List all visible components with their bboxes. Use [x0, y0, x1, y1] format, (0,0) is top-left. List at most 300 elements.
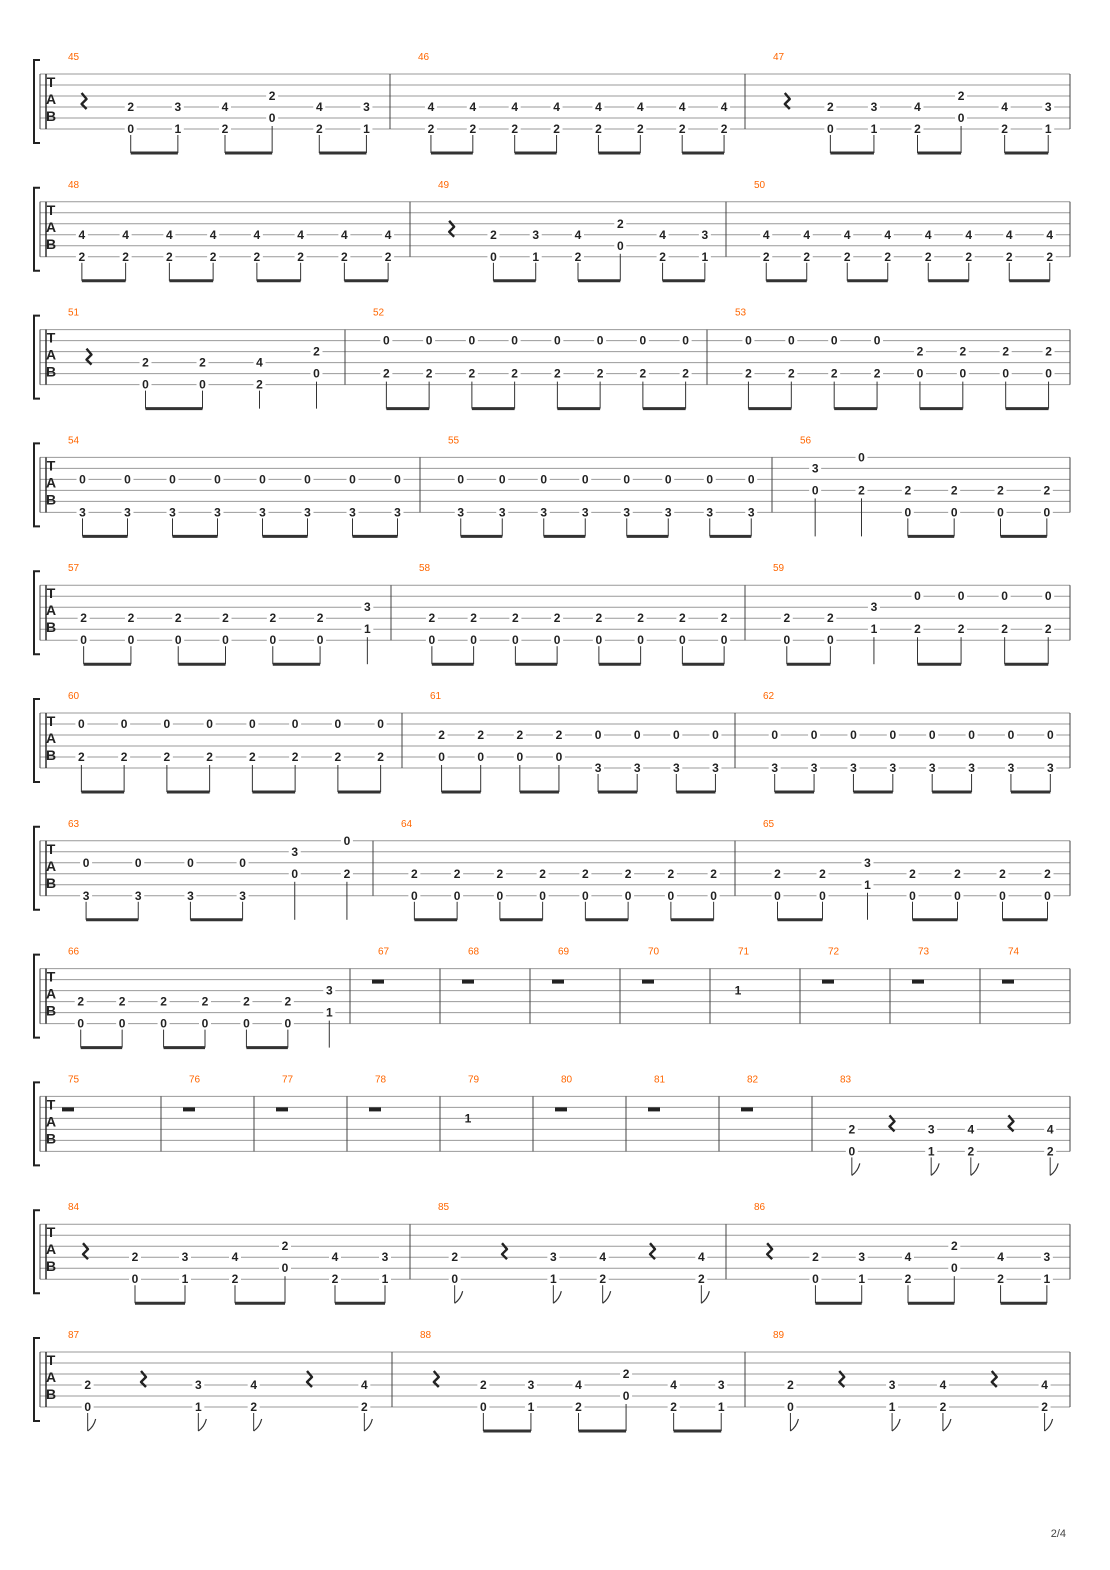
tab-clef-letter: T [46, 201, 56, 218]
fret-number: 2 [830, 366, 838, 381]
fret-number: 0 [201, 1016, 209, 1031]
fret-number: 2 [783, 611, 791, 626]
fret-number: 0 [281, 1261, 289, 1276]
measure-number: 64 [401, 818, 413, 830]
fret-number: 0 [457, 472, 465, 487]
fret-number: 0 [120, 717, 128, 731]
tab-clef-letter: B [45, 1002, 57, 1019]
tab-system [34, 819, 1070, 920]
fret-number: 4 [670, 1378, 677, 1392]
fret-number: 0 [377, 717, 384, 731]
whole-rest-icon [372, 980, 384, 984]
fret-number: 3 [214, 505, 221, 520]
fret-number: 0 [787, 333, 795, 348]
fret-number: 1 [870, 122, 878, 136]
fret-number: 2 [163, 750, 171, 764]
fret-number: 2 [222, 611, 229, 626]
measure [276, 1074, 294, 1111]
fret-number: 2 [554, 366, 561, 381]
fret-number: 0 [1007, 728, 1015, 742]
fret-number: 0 [291, 866, 299, 881]
eighth-flag-icon [701, 1291, 709, 1303]
tab-clef-letter: T [46, 1224, 56, 1241]
fret-number: 2 [553, 611, 561, 626]
whole-rest-icon [741, 1107, 753, 1111]
fret-number: 0 [555, 750, 563, 764]
tab-clef-letter: T [46, 457, 56, 474]
fret-number: 2 [209, 249, 217, 264]
fret-number: 2 [595, 122, 602, 136]
fret-number: 2 [909, 866, 916, 881]
fret-number: 4 [843, 227, 851, 242]
fret-number: 2 [334, 750, 342, 764]
fret-number: 4 [762, 227, 770, 242]
measure [68, 308, 323, 409]
fret-number: 2 [957, 622, 965, 637]
fret-number: 2 [827, 100, 834, 114]
fret-number: 2 [637, 611, 644, 626]
fret-number: 2 [950, 483, 958, 498]
fret-number: 4 [997, 1250, 1004, 1265]
fret-number: 2 [636, 122, 644, 136]
fret-number: 0 [428, 633, 436, 648]
fret-number: 0 [187, 855, 194, 870]
fret-number: 4 [553, 100, 560, 114]
fret-number: 4 [253, 227, 261, 242]
fret-number: 3 [540, 505, 548, 520]
fret-number: 2 [451, 1250, 459, 1265]
fret-number: 2 [1044, 866, 1051, 881]
measure-number: 89 [773, 1330, 785, 1341]
measure-number: 59 [773, 563, 785, 575]
fret-number: 2 [939, 1400, 947, 1414]
fret-number: 2 [166, 249, 173, 264]
eighth-flag-icon [364, 1419, 372, 1431]
tab-clef-letter: T [46, 840, 56, 857]
fret-number: 4 [1046, 227, 1054, 242]
fret-number: 2 [411, 866, 418, 881]
whole-rest-icon [62, 1107, 74, 1111]
fret-number: 0 [512, 633, 519, 648]
fret-number: 2 [904, 1272, 912, 1287]
fret-number: 2 [1045, 344, 1052, 359]
fret-number: 3 [79, 505, 86, 520]
eighth-flag-icon [603, 1291, 611, 1303]
fret-number: 3 [928, 761, 936, 775]
whole-rest-icon [1002, 980, 1014, 984]
tab-clef-letter: T [46, 585, 56, 602]
system-bracket [34, 955, 40, 1038]
fret-number: 4 [697, 1250, 705, 1265]
tab-system [34, 180, 1070, 281]
fret-number: 4 [469, 100, 477, 114]
system-bracket [34, 571, 40, 654]
whole-rest-icon [912, 980, 924, 984]
measure-number: 45 [68, 52, 80, 63]
fret-number: 0 [498, 472, 506, 487]
fret-number: 2 [1046, 249, 1054, 264]
fret-number: 3 [810, 761, 818, 775]
fret-number: 2 [427, 122, 435, 136]
fret-number: 2 [774, 866, 781, 881]
fret-number: 1 [717, 1400, 725, 1414]
fret-number: 0 [77, 1016, 85, 1031]
measure [62, 1074, 80, 1111]
fret-number: 1 [858, 1272, 866, 1287]
fret-number: 2 [843, 249, 851, 264]
fret-number: 3 [581, 505, 589, 520]
fret-number: 3 [291, 844, 299, 859]
fret-number: 2 [596, 366, 604, 381]
fret-number: 4 [341, 227, 348, 242]
tab-clef-letter: T [46, 74, 56, 90]
fret-number: 0 [889, 728, 897, 742]
fret-number: 2 [659, 249, 666, 264]
eighth-flag-icon [931, 1163, 939, 1175]
measure [754, 1202, 1053, 1303]
fret-number: 0 [206, 717, 213, 731]
measure [912, 947, 930, 984]
fret-number: 2 [884, 249, 892, 264]
fret-number: 0 [745, 333, 752, 348]
measure [373, 308, 692, 409]
fret-number: 2 [118, 994, 126, 1009]
fret-number: 3 [363, 100, 370, 114]
fret-number: 4 [231, 1250, 239, 1265]
fret-number: 3 [124, 505, 131, 520]
fret-number: 0 [334, 717, 342, 731]
fret-number: 2 [678, 122, 686, 136]
fret-number: 4 [967, 1122, 975, 1137]
fret-number: 4 [122, 227, 129, 242]
measure-number: 87 [68, 1330, 80, 1341]
fret-number: 1 [549, 1272, 557, 1287]
fret-number: 0 [1001, 589, 1008, 604]
fret-number: 2 [959, 344, 967, 359]
fret-number: 2 [848, 1122, 856, 1137]
fret-number: 0 [142, 377, 149, 392]
fret-number: 0 [511, 333, 518, 348]
fret-number: 4 [384, 227, 392, 242]
fret-number: 2 [512, 611, 519, 626]
eighth-flag-icon [892, 1419, 900, 1431]
fret-number: 3 [394, 505, 401, 520]
fret-number: 2 [281, 1239, 289, 1254]
measure [648, 1074, 666, 1111]
tab-clef-letter: B [45, 1130, 57, 1147]
fret-number: 0 [540, 472, 548, 487]
measure [735, 947, 750, 998]
measure [420, 1330, 727, 1431]
fret-number: 4 [511, 100, 519, 114]
fret-number: 2 [131, 1250, 139, 1265]
measure [438, 1202, 709, 1303]
tab-clef-letter: T [46, 713, 56, 729]
fret-number: 0 [997, 505, 1004, 520]
tab-system [34, 691, 1070, 792]
fret-number: 2 [377, 750, 384, 764]
measure-number: 58 [419, 563, 431, 575]
tab-clef-letter: A [45, 346, 57, 363]
fret-number: 0 [830, 333, 838, 348]
fret-number: 3 [1044, 100, 1052, 114]
fret-number: 2 [438, 728, 445, 742]
fret-number: 3 [181, 1250, 189, 1265]
fret-number: 3 [664, 505, 672, 520]
fret-number: 0 [950, 505, 958, 520]
fret-number: 4 [331, 1250, 339, 1265]
fret-number: 3 [889, 761, 897, 775]
fret-number: 1 [363, 122, 370, 136]
fret-number: 0 [594, 728, 602, 742]
fret-number: 2 [720, 611, 728, 626]
fret-number: 0 [249, 717, 256, 731]
fret-number: 4 [599, 1250, 607, 1265]
fret-number: 4 [1001, 100, 1008, 114]
fret-number: 4 [427, 100, 435, 114]
fret-number: 2 [827, 611, 834, 626]
fret-number: 2 [511, 366, 518, 381]
measure [419, 563, 730, 664]
fret-number: 2 [268, 89, 276, 103]
fret-number: 3 [187, 888, 194, 903]
fret-number: 2 [291, 750, 299, 764]
fret-number: 4 [720, 100, 728, 114]
fret-number: 2 [595, 611, 603, 626]
fret-number: 3 [712, 761, 719, 775]
fret-number: 0 [968, 728, 975, 742]
fret-number: 2 [383, 366, 390, 381]
whole-rest-icon [369, 1107, 381, 1111]
fret-number: 3 [532, 227, 540, 242]
measure-number: 75 [68, 1074, 80, 1086]
fret-number: 1 [527, 1400, 535, 1414]
fret-number: 0 [850, 728, 857, 742]
tab-system [34, 52, 1070, 153]
fret-number: 2 [667, 866, 675, 881]
tab-clef-letter: A [45, 730, 57, 746]
fret-number: 2 [315, 122, 323, 136]
tab-clef-letter: B [45, 235, 57, 252]
measure [68, 1330, 372, 1431]
measure-number: 60 [68, 691, 80, 702]
fret-number: 3 [325, 983, 333, 998]
fret-number: 0 [127, 122, 135, 136]
fret-number: 0 [127, 633, 135, 648]
fret-number: 0 [239, 855, 246, 870]
fret-number: 3 [239, 888, 246, 903]
fret-number: 2 [682, 366, 689, 381]
fret-number: 0 [950, 1261, 958, 1276]
fret-number: 0 [706, 472, 714, 487]
fret-number: 2 [954, 866, 961, 881]
fret-number: 0 [827, 122, 834, 136]
fret-number: 2 [787, 366, 795, 381]
fret-number: 2 [78, 750, 85, 764]
fret-number: 3 [864, 855, 871, 870]
fret-number: 0 [243, 1016, 250, 1031]
measure [68, 691, 387, 792]
fret-number: 0 [554, 333, 561, 348]
measure [372, 947, 390, 984]
fret-number: 2 [819, 866, 826, 881]
tab-clef-letter: A [45, 1113, 57, 1130]
eighth-flag-icon [790, 1419, 798, 1431]
fret-number: 0 [80, 633, 87, 648]
fret-number: 0 [959, 366, 967, 381]
tab-clef-letter: A [45, 985, 57, 1002]
measure-number: 86 [754, 1202, 766, 1214]
fret-number: 2 [914, 622, 921, 637]
measure-number: 83 [840, 1074, 852, 1086]
fret-number: 0 [131, 1272, 139, 1287]
fret-number: 0 [1046, 728, 1054, 742]
eighth-flag-icon [971, 1163, 979, 1175]
fret-number: 2 [384, 249, 392, 264]
fret-number: 2 [142, 355, 149, 370]
fret-number: 3 [457, 505, 465, 520]
tab-system [34, 435, 1070, 536]
measure-number: 85 [438, 1202, 450, 1214]
measure [68, 947, 335, 1048]
fret-number: 0 [313, 366, 320, 381]
fret-number: 4 [678, 100, 686, 114]
measure-number: 73 [918, 946, 930, 958]
tab-clef-letter: A [45, 474, 57, 491]
fret-number: 0 [222, 633, 229, 648]
tab-system [34, 563, 1070, 664]
fret-number: 2 [553, 122, 560, 136]
tab-clef-letter: B [45, 1258, 57, 1275]
fret-number: 0 [453, 888, 461, 903]
tab-clef-letter: A [45, 1369, 57, 1385]
fret-number: 2 [858, 483, 865, 498]
fret-number: 3 [259, 505, 266, 520]
measure [462, 947, 480, 984]
fret-number: 1 [364, 622, 371, 637]
fret-number: 1 [325, 1005, 333, 1020]
tab-system [34, 1202, 1070, 1303]
fret-number: 2 [496, 866, 504, 881]
eighth-flag-icon [553, 1291, 561, 1303]
fret-number: 0 [214, 472, 221, 487]
measure-number: 76 [189, 1074, 201, 1086]
fret-number: 0 [394, 472, 401, 487]
eighth-flag-icon [254, 1419, 262, 1431]
measure-number: 70 [648, 946, 660, 958]
fret-number: 3 [194, 1378, 202, 1392]
measure-number: 69 [558, 946, 570, 958]
fret-number: 2 [201, 994, 209, 1009]
page-number: 2/4 [1050, 1528, 1066, 1540]
fret-number: 2 [516, 728, 524, 742]
fret-number: 0 [873, 333, 881, 348]
fret-number: 0 [720, 633, 728, 648]
fret-number: 0 [269, 633, 277, 648]
fret-number: 0 [477, 750, 485, 764]
tab-clef-letter: B [45, 874, 57, 891]
fret-number: 3 [364, 600, 371, 615]
fret-number: 2 [916, 344, 924, 359]
measure [68, 180, 394, 281]
fret-number: 0 [909, 888, 916, 903]
fret-number: 4 [221, 100, 229, 114]
measure [68, 435, 404, 536]
fret-number: 3 [888, 1378, 896, 1392]
fret-number: 2 [80, 611, 87, 626]
tab-clef-letter: B [45, 1386, 57, 1402]
fret-number: 0 [954, 888, 961, 903]
fret-number: 2 [957, 89, 965, 103]
measure-number: 71 [738, 946, 750, 958]
fret-number: 0 [1045, 366, 1052, 381]
tab-clef-letter: B [45, 108, 57, 124]
fret-number: 2 [127, 611, 135, 626]
fret-number: 3 [381, 1250, 389, 1265]
fret-number: 2 [914, 122, 921, 136]
fret-number: 1 [181, 1272, 189, 1287]
measure [448, 435, 757, 536]
system-bracket [34, 60, 40, 143]
fret-number: 1 [701, 249, 709, 264]
fret-number: 2 [490, 227, 497, 242]
fret-number: 0 [259, 472, 266, 487]
fret-number: 2 [122, 249, 129, 264]
fret-number: 0 [1044, 888, 1051, 903]
fret-number: 3 [717, 1378, 725, 1392]
fret-number: 2 [997, 1272, 1004, 1287]
fret-number: 3 [134, 888, 142, 903]
measure-number: 50 [754, 179, 766, 191]
system-bracket [34, 188, 40, 271]
whole-rest-icon [648, 1107, 660, 1111]
fret-number: 0 [904, 505, 912, 520]
measure-number: 53 [735, 307, 747, 319]
tab-clef-letter: A [45, 218, 57, 235]
fret-number: 0 [79, 472, 86, 487]
fret-number: 0 [999, 888, 1006, 903]
fret-number: 2 [622, 1367, 630, 1381]
measure [369, 1074, 387, 1111]
fret-number: 2 [967, 1144, 975, 1159]
fret-number: 0 [672, 728, 680, 742]
fret-number: 2 [199, 355, 206, 370]
fret-number: 2 [469, 122, 477, 136]
fret-number: 4 [939, 1378, 947, 1392]
fret-number: 0 [810, 728, 818, 742]
measure [438, 180, 711, 281]
whole-rest-icon [276, 1107, 288, 1111]
fret-number: 4 [360, 1378, 368, 1392]
measure [555, 1074, 573, 1111]
fret-number: 3 [858, 1250, 866, 1265]
fret-number: 2 [256, 377, 263, 392]
fret-number: 2 [1002, 344, 1010, 359]
fret-number: 1 [174, 122, 182, 136]
fret-number: 1 [870, 622, 878, 637]
fret-number: 3 [527, 1378, 535, 1392]
measure-number: 77 [282, 1074, 294, 1086]
fret-number: 2 [965, 249, 973, 264]
fret-number: 2 [812, 1250, 819, 1265]
fret-number: 0 [679, 633, 686, 648]
measure [763, 691, 1056, 792]
fret-number: 2 [206, 750, 213, 764]
fret-number: 2 [249, 750, 256, 764]
fret-number: 2 [762, 249, 770, 264]
fret-number: 0 [771, 728, 779, 742]
eighth-flag-icon [198, 1419, 206, 1431]
